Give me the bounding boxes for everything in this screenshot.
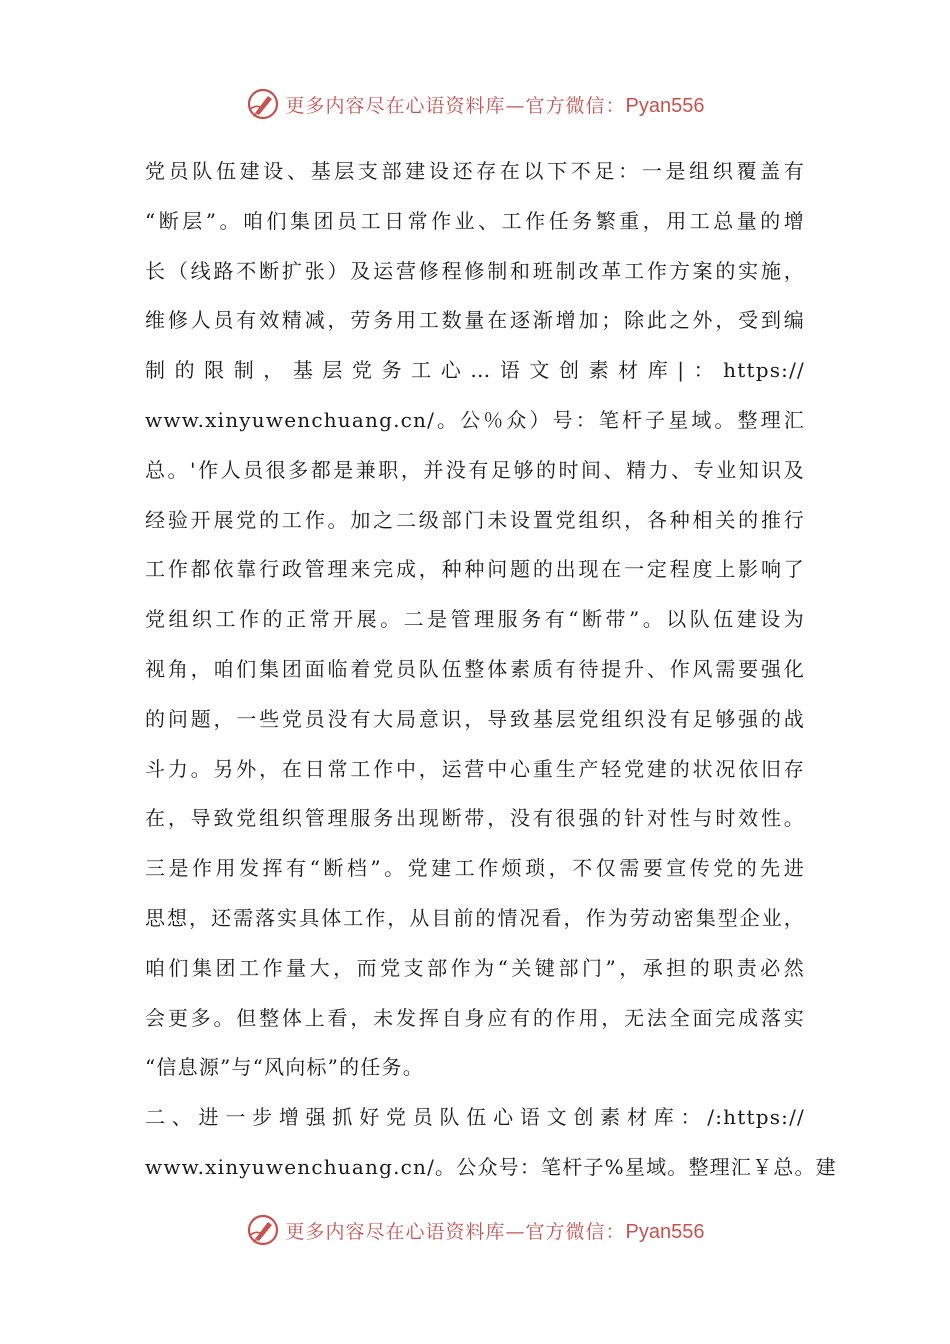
header-banner-text — [286, 91, 705, 118]
text-line: 斗力。另外，在日常工作中，运营中心重生产轻党建的状况依旧存 — [145, 756, 805, 781]
text-line: 党员队伍建设、基层支部建设还存在以下不足：一是组织覆盖有 — [145, 159, 805, 183]
footer-banner-text — [286, 1217, 705, 1244]
text-line: 工作都依靠行政管理来完成，种种问题的出现在一定程度上影响了 — [145, 557, 805, 582]
text-line: www.xinyuwenchuang.cn/。公％众）号：笔杆子星域。整理汇 — [145, 407, 805, 432]
pen-logo-icon — [246, 1213, 280, 1247]
pen-logo-icon — [246, 87, 280, 121]
text-line: 思想，还需落实具体工作，从目前的情况看，作为劳动密集型企业， — [145, 905, 805, 930]
text-line: 二、进一步增强抓好党员队伍心语文创素材库：/:https:// — [145, 1105, 805, 1130]
document-body — [145, 147, 837, 1193]
text-line: 党组织工作的正常开展。二是管理服务有“断带”。以队伍建设为 — [145, 607, 805, 632]
text-line: “信息源”与“风向标”的任务。 — [145, 1055, 424, 1080]
footer-banner — [0, 1210, 950, 1250]
text-line: 在，导致党组织管理服务出现断带，没有很强的针对性与时效性。 — [145, 806, 805, 831]
text-line: 总。'作人员很多都是兼职，并没有足够的时间、精力、专业知识及 — [145, 457, 805, 482]
header-banner — [0, 84, 950, 124]
text-line: 维修人员有效精减，劳务用工数量在逐渐增加；除此之外，受到编 — [145, 308, 805, 333]
text-line: 三是作用发挥有“断档”。党建工作烦琐，不仅需要宣传党的先进 — [145, 856, 805, 881]
text-line: 的问题，一些党员没有大局意识，导致基层党组织没有足够强的战 — [145, 706, 805, 731]
header-banner-id: Pyan556 — [625, 94, 705, 117]
text-line: 经验开展党的工作。加之二级部门未设置党组织，各种相关的推行 — [145, 507, 805, 532]
text-line: 视角，咱们集团面临着党员队伍整体素质有待提升、作风需要强化 — [145, 656, 805, 681]
text-line: 会更多。但整体上看，未发挥自身应有的作用，无法全面完成落实 — [145, 1005, 805, 1030]
footer-banner-id: Pyan556 — [625, 1220, 705, 1243]
footer-banner-cn: 更多内容尽在心语资料库—官方微信： — [285, 1220, 626, 1243]
text-line: 长（线路不断扩张）及运营修程修制和班制改革工作方案的实施， — [145, 258, 805, 283]
text-line: 制的限制，基层党务工心…语文创素材库|：https:// — [145, 358, 805, 383]
text-line: www.xinyuwenchuang.cn/。公众号：笔杆子%星域。整理汇￥总。建 — [145, 1154, 837, 1179]
text-line: “断层”。咱们集团员工日常作业、工作任务繁重，用工总量的增 — [145, 208, 805, 233]
header-banner-cn: 更多内容尽在心语资料库—官方微信： — [285, 94, 626, 117]
text-line: 咱们集团工作量大，而党支部作为“关键部门”，承担的职责必然 — [145, 955, 805, 980]
